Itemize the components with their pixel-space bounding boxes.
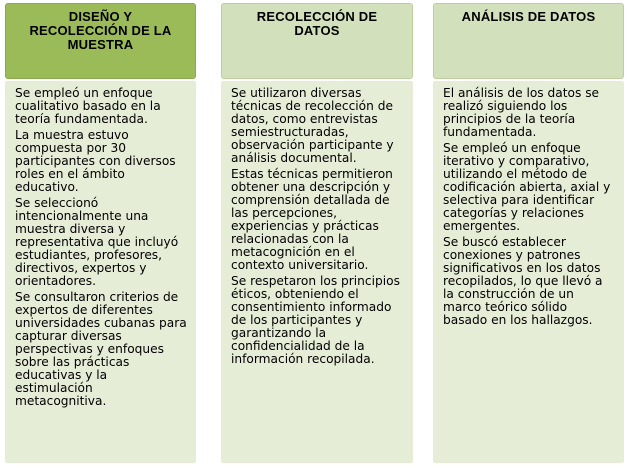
column-recoleccion (221, 3, 413, 463)
paragraph: El análisis de los datos se realizó siguiendo los principios de la teoría fundamentada. (443, 86, 600, 139)
paragraph: Se consultaron criterios de expertos de diferentes universidades cubanas para capturar diversas perspectivas y enfoques sobre las prácticas educativas y la estimulación metacognitiva. (15, 290, 187, 408)
paragraph: Se buscó establecer conexiones y patrones significativos en los datos recopilados, lo que llevó a la construcción de un marco teórico sólido basado en los hallazgos. (443, 235, 603, 327)
column-header-analisis: ANÁLISIS DE DATOS (433, 3, 624, 79)
paragraph: Se empleó un enfoque iterativo y comparativo, utilizando el método de codificación abierta, axial y selectiva para identificar categorías y relaciones emergentes. (443, 141, 611, 233)
paragraph: Se respetaron los principios éticos, obteniendo el consentimiento informado de los participantes y garantizando la confidencialidad de la información recopilada. (231, 274, 400, 366)
column-body-diseno (5, 81, 196, 463)
column-body-recoleccion (221, 81, 413, 463)
column-header-recoleccion: RECOLECCIÓN DE DATOS (221, 3, 413, 79)
paragraph: La muestra estuvo compuesta por 30 participantes con diversos roles en el ámbito educativo. (15, 128, 176, 194)
column-body-analisis (433, 81, 624, 463)
paragraph: Se empleó un enfoque cualitativo basado en la teoría fundamentada. (15, 86, 161, 126)
paragraph: Estas técnicas permitieron obtener una descripción y comprensión detallada de las percepciones, experiencias y prácticas relacionadas con la metacognición en el contexto universitario. (231, 167, 393, 272)
column-analisis (433, 3, 624, 463)
paragraph: Se seleccionó intencionalmente una muestra diversa y representativa que incluyó estudiantes, profesores, directivos, expertos y orientadores. (15, 196, 179, 288)
column-diseno (5, 3, 196, 463)
column-header-diseno: DISEÑO Y RECOLECCIÓN DE LA MUESTRA (5, 3, 196, 79)
paragraph: Se utilizaron diversas técnicas de recolección de datos, como entrevistas semiestructuradas, observación participante y análisis documental. (231, 86, 394, 165)
